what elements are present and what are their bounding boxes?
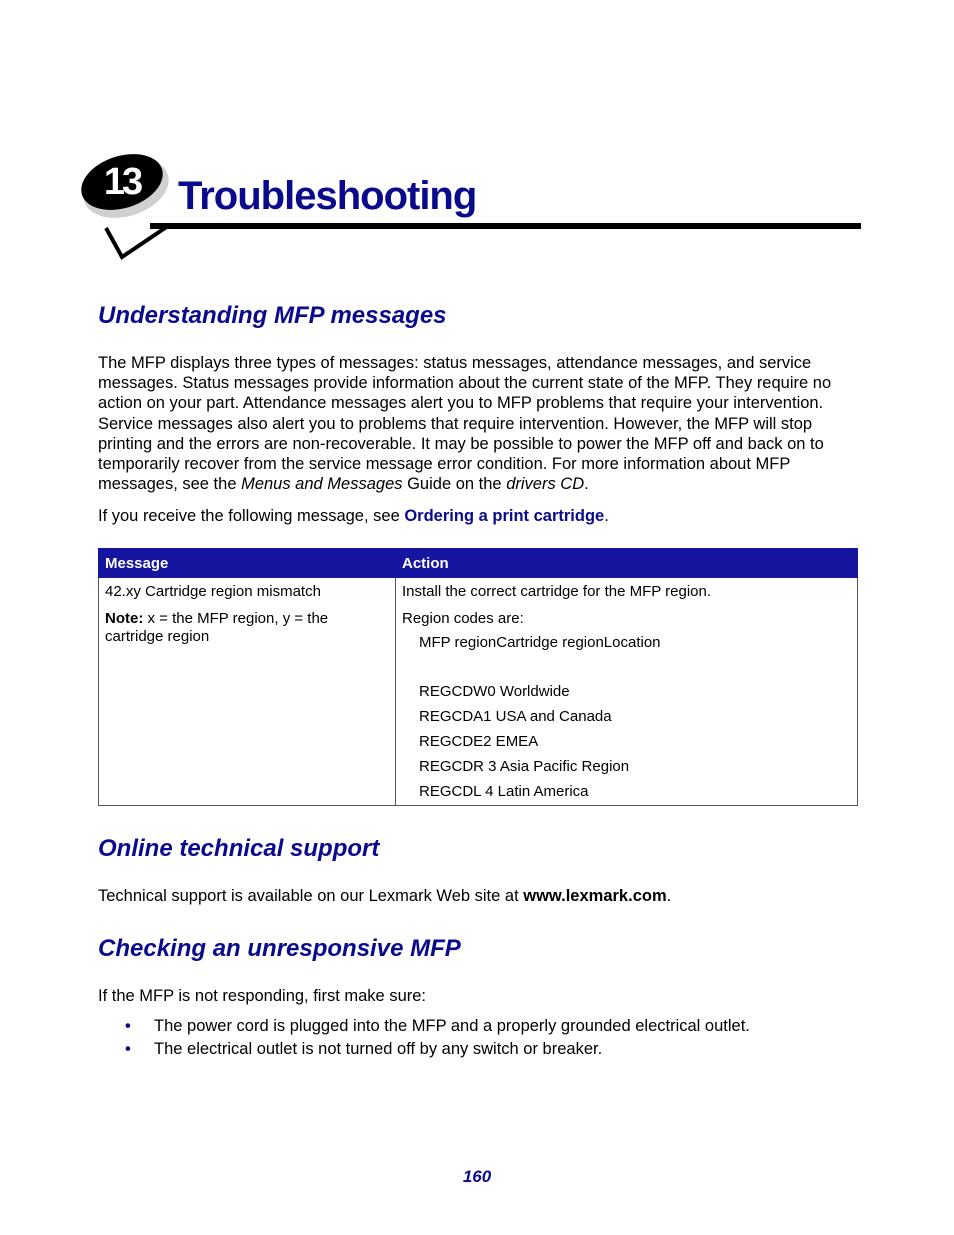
region-code-item: REGCDR 3 Asia Pacific Region (419, 758, 630, 775)
message-table (98, 548, 858, 806)
section-heading-online-support: Online technical support (98, 835, 380, 862)
chapter-number-badge (76, 150, 176, 260)
action-intro: Install the correct cartridge for the MFP region. (402, 583, 712, 600)
codes-header: MFP regionCartridge regionLocation (419, 634, 661, 651)
region-code-item: REGCDA1 USA and Canada (419, 708, 612, 725)
mfp-messages-paragraph: The MFP displays three types of messages: status messages, attendance messages, and service messages. Status messages provide information about the current state of the MFP. They require no action on your part. Attendance messages alert you to MFP problems that require your intervention. Service messages also alert you to problems that require intervention. However, the MFP will stop printing and the errors are non-recoverable. It may be possible to power the MFP off and back on to temporarily recover from the service message error condition. For more information about MFP messages, see the Menus and Messages Guide on the drivers CD. (98, 354, 832, 494)
region-code-item: REGCDL 4 Latin America (419, 783, 589, 800)
table-header-action: Action (396, 549, 858, 578)
bullet-icon: • (125, 1040, 131, 1058)
region-codes (419, 634, 851, 801)
action-cell (396, 578, 858, 806)
codes-intro: Region codes are: (402, 610, 524, 627)
section-heading-mfp-messages: Understanding MFP messages (98, 302, 447, 329)
page-number: 160 (462, 1167, 492, 1186)
bullet-icon: • (125, 1017, 131, 1035)
section-heading-unresponsive-mfp: Checking an unresponsive MFP (98, 935, 461, 962)
message-note: Note: x = the MFP region, y = the cartridge region (105, 610, 329, 645)
lexmark-url[interactable]: www.lexmark.com (523, 887, 667, 905)
chapter-title: Troubleshooting (178, 174, 477, 218)
message-cell (99, 578, 396, 806)
region-code-item: REGCDW0 Worldwide (419, 683, 570, 700)
ordering-reference-paragraph: If you receive the following message, see Ordering a print cartridge. (98, 507, 609, 525)
message-text: 42.xy Cartridge region mismatch (105, 583, 321, 600)
list-item: • The electrical outlet is not turned off by any switch or breaker. (125, 1040, 603, 1058)
chapter-number: 13 (103, 161, 141, 203)
chapter-rule (150, 223, 861, 229)
list-item: • The power cord is plugged into the MFP and a properly grounded electrical outlet. (125, 1017, 750, 1035)
table-header-message: Message (99, 549, 396, 578)
ordering-cartridge-link[interactable]: Ordering a print cartridge (404, 507, 605, 525)
table-row (99, 578, 858, 806)
unresponsive-intro: If the MFP is not responding, first make sure: (98, 987, 427, 1005)
checklist (98, 1016, 750, 1062)
region-code-item: REGCDE2 EMEA (419, 733, 539, 750)
online-support-paragraph: Technical support is available on our Lexmark Web site at www.lexmark.com. (98, 887, 672, 905)
